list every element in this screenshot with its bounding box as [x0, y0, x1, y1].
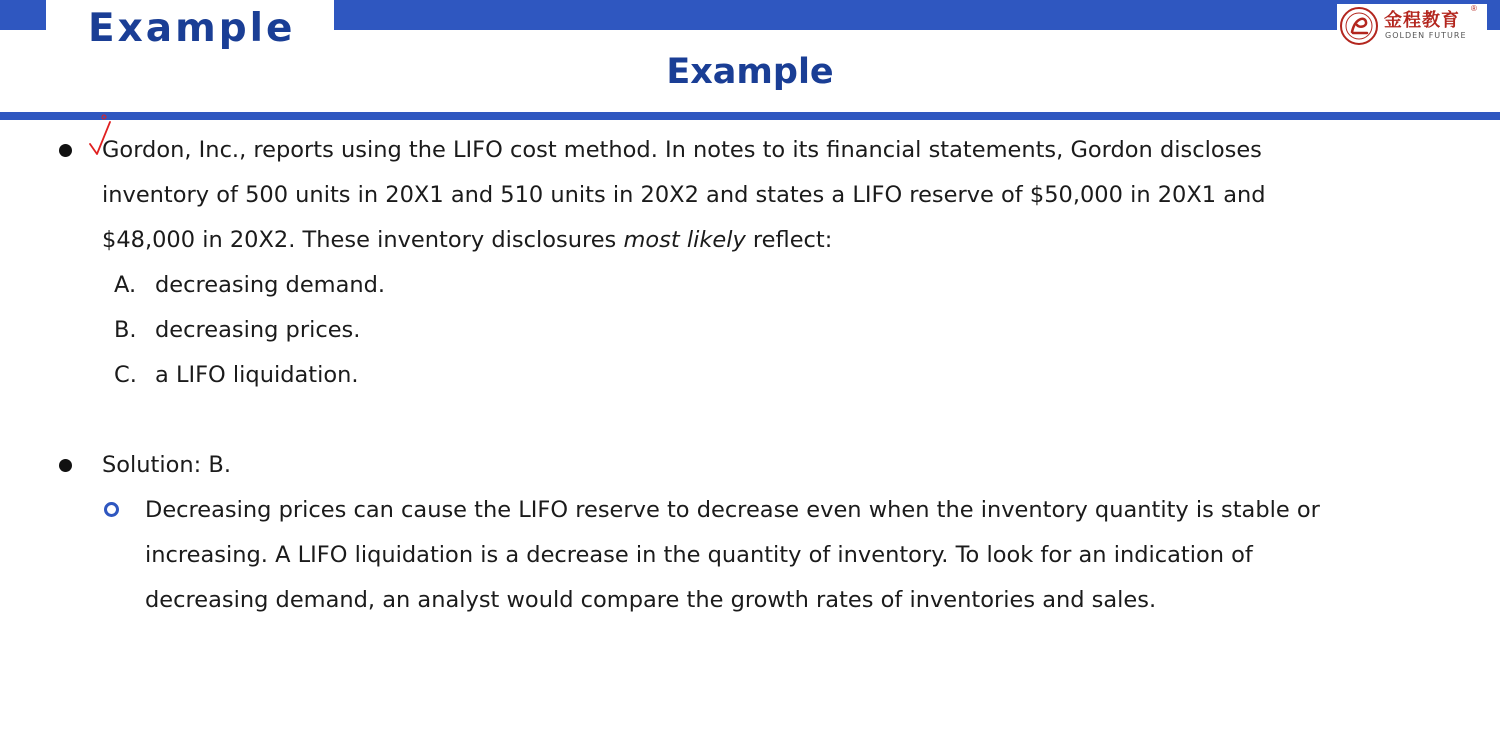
- logo-name-cn: 金程教育: [1384, 10, 1460, 31]
- question-line-3-start: $48,000 in 20X2. These inventory disclosures: [102, 227, 624, 253]
- option-a-letter: A.: [114, 272, 137, 298]
- bullet-dot-icon: [59, 459, 72, 472]
- question-line-2: inventory of 500 units in 20X1 and 510 units in 20X2 and states a LIFO reserve of $50,000 in 20X1 and: [102, 182, 1266, 208]
- header-divider: [0, 112, 1500, 120]
- question-line-3: [102, 227, 832, 253]
- solution-line-1: Decreasing prices can cause the LIFO reserve to decrease even when the inventory quantity is stable or: [145, 497, 1320, 523]
- bullet-dot-icon: [59, 144, 72, 157]
- question-line-3-end: reflect:: [745, 227, 833, 253]
- logo-name-en: GOLDEN FUTURE: [1385, 31, 1467, 40]
- solution-line-2: increasing. A LIFO liquidation is a decrease in the quantity of inventory. To look for an indication of: [145, 542, 1253, 568]
- slide-title: Example: [666, 52, 834, 92]
- header-tab-title: Example: [88, 6, 296, 51]
- option-b: [114, 317, 361, 343]
- brand-logo: [1337, 4, 1487, 44]
- option-b-letter: B.: [114, 317, 137, 343]
- option-a-text: decreasing demand.: [155, 272, 386, 298]
- emphasis-most-likely: most likely: [623, 227, 746, 253]
- option-c: [114, 362, 359, 388]
- solution-line-3: decreasing demand, an analyst would compare the growth rates of inventories and sales.: [145, 587, 1157, 613]
- logo-seal-icon: [1339, 6, 1379, 46]
- solution-label: Solution: B.: [102, 452, 231, 478]
- option-a: [114, 272, 386, 298]
- ring-bullet-icon: [104, 502, 119, 517]
- option-c-text: a LIFO liquidation.: [155, 362, 359, 388]
- option-c-letter: C.: [114, 362, 137, 388]
- question-line-1: Gordon, Inc., reports using the LIFO cost method. In notes to its financial statements, Gordon discloses: [102, 137, 1262, 163]
- logo-registered-mark: ®: [1471, 4, 1477, 13]
- option-b-text: decreasing prices.: [155, 317, 361, 343]
